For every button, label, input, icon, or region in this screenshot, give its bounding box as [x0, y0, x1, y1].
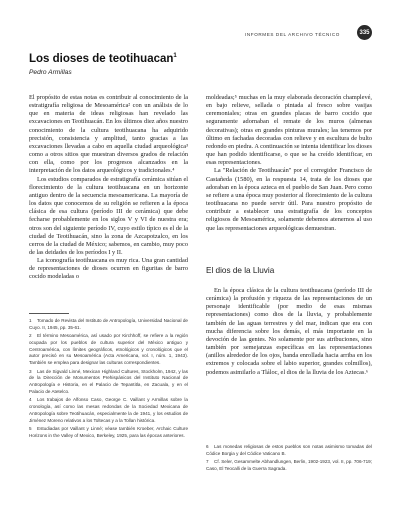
paragraph: La iconografía teotihuacana es muy rica. Una gran cantidad de representaciones de dioses ocurren en figuritas de barro cocido modeladas o [29, 257, 188, 281]
footnote-text: Las monedas religiosas de estos pueblos son notas asimismo tomadas del Códice Borgia y del Códice Vaticano B. [206, 444, 372, 456]
column-left [29, 94, 188, 310]
column-right [206, 94, 372, 252]
footnote-number: 4 [29, 397, 32, 403]
footnote [29, 333, 188, 367]
article-title [29, 53, 177, 65]
footnote [29, 318, 188, 332]
footnote-text: Los trabajos de Alfonso Caso, George C. Vaillant y Armillas sobre la cronología, así como las mesas redondas de la Sociedad Mexicana de Antropología sobre Teotihuacán, especialmente la de 1941, y los estudios de Jiménez Moreno relativos a los Toltecas y a la Tollan histórica. [29, 397, 188, 423]
footnotes-left [29, 318, 188, 504]
paragraph: El propósito de estas notas es contribuir al conocimiento de la estratigrafía religiosa de Mesoamérica² con un análisis de lo que en materia de ideas religiosas han revelado las excavaciones en Teotihuacán. En los últimos diez años nuestro conocimiento de la cultura teotihuacana ha adquirido precisión, consistencia y amplitud, tanto gracias a las excavaciones llevadas a cabo en aquella ciudad arqueológica³ como a otros sitios que muestran diversos grados de relación con ella, como por los progresos alcanzados en la interpretación de los datos arqueológicos y tradicionales.⁴ [29, 94, 188, 175]
footnote-number: 5 [29, 425, 32, 431]
footnote [29, 426, 188, 440]
footnote-number: 2 [29, 333, 32, 339]
footnote [29, 369, 188, 396]
footnote [206, 459, 372, 472]
paragraph: moldeadas;⁵ muchas en la muy elaborada decoración champlevé, en bajo relieve, sellada o pintada al fresco sobre vasijas ceremoniales; otras en grandes placas de barro cocido que seguramente adornaban el remate de los muros (almenas decorativas); otras en grandes pinturas murales; las tenemos por último en fachadas decoradas con relieve y en escultura de bulto redondo en piedra. A continuación se intenta identificar los dioses que han podido identificarse, o que se ha creído identificar, en esas representaciones. [206, 94, 372, 167]
column-right-section [206, 287, 372, 440]
paragraph: En la época clásica de la cultura teotihuacana (período III de cerámica) la profusión y riqueza de las representaciones de un personaje identificable (por medio de esas mismas representaciones) como dios de la lluvia, y probablemente también de las aguas terrestres y del mar, indican que era con mucha diferencia sobre los demás, el más importante en la devoción de las gentes. No solamente por sus atribuciones, sino también por semejanzas específicas en las representaciones (anillos alrededor de los ojos, banda enrollada hacia arriba en los extremos y colocada sobre el labio superior, grandes colmillos), podemos asimilarlo a Tláloc, el dios de la lluvia de los Aztecas.⁶ [206, 287, 372, 376]
footnote-text: Estudiadas por Vaillant y Linné; véase también Kroeber, Archaic Culture Horizons in the Valley of Mexico, Berkeley, 1925, para las épocas anteriores. [29, 425, 188, 438]
paragraph: La "Relación de Teotihuacán" por el corregidor Francisco de Castañeda (1580), en la respuesta 14, trata de los dioses que adoraban en la época azteca en el pueblo de San Juan. Pero como se refiere a una época muy posterior al florecimiento de la cultura teotihuacana no puede servir útil. Para nuestro propósito de contribuir a establecer una estratigrafía de los conceptos religiosos de Mesoamérica, solamente debemos atenernos al uso que las representaciones arqueológicas demuestran. [206, 167, 372, 232]
footnote-text: Cf. Seler, Gesammelte Abhandlungen, Berlin, 1902-1923, vol. II, pp. 706-719; Caso, El Teocalli de la Guerra Sagrada. [206, 459, 372, 471]
footnote-number: 6 [206, 444, 209, 449]
paragraph: Los estudios comparados de estratigrafía cerámica sitúan el florecimiento de la cultura teotihuacana en un horizonte antiguo dentro de la secuencia mesoamericana. La mayoría de los datos que conocemos de su religión se refieren a la época clásica de esa cultura (período III de cerámica) que debe fecharse probablemente en los siglos V y VI de nuestra era; otros son del siguiente período IV, cuyo estilo típico es el de la ciudad de Teotihuacán, sino la zona de Azcapotzalco, en los cerros de la ciudad de México; sabemos, en cambio, muy poco de las deidades de los períodos I y II. [29, 175, 188, 256]
footnote-number: 1 [29, 318, 32, 323]
section-heading: El dios de la Lluvia [206, 266, 275, 275]
footnote [206, 444, 372, 458]
article-title-text: Los dioses de teotihuacan [29, 53, 174, 65]
footnote-number: 7 [206, 459, 209, 465]
title-footnote-mark: 1 [173, 53, 177, 60]
footnote-text: Las de Sigvald Linné, Mexican Highland Cultures, Stockholm, 1942, y las de la Dirección de Monumentos Prehispánicos del Instituto Nacional de Antropología e Historia, en el Palacio de Tepantitla, en Zacuala, y en el Palacio de Atetelco. [29, 368, 188, 394]
running-head: INFORMES DEL ARCHIVO TÉCNICO [245, 32, 340, 37]
footnote-text: El término Mesoamérica, así usado por Kirchhoff, se refiere a la región ocupada por los pueblos de cultura superior del México antiguo y Centroamérica, con límites geográficos, etnológicos y cronológicos que el autor precisó en su Mesoamérica (Acta Americana, vol. I, núm. 1, 1943). También se emplea para designar las culturas correspondientes. [29, 333, 188, 366]
footnote-text: Tomado de Revista del Instituto de Antropología, Universidad Nacional de Cuyo. II, 1945, pp. 35-61. [29, 318, 188, 330]
footnote [29, 397, 188, 424]
author-name: Pedro Armillas [29, 69, 72, 76]
page-number-badge: 335 [357, 25, 372, 40]
footnote-number: 3 [29, 368, 32, 374]
footnote-rule [29, 313, 69, 314]
footnotes-right [206, 444, 372, 472]
